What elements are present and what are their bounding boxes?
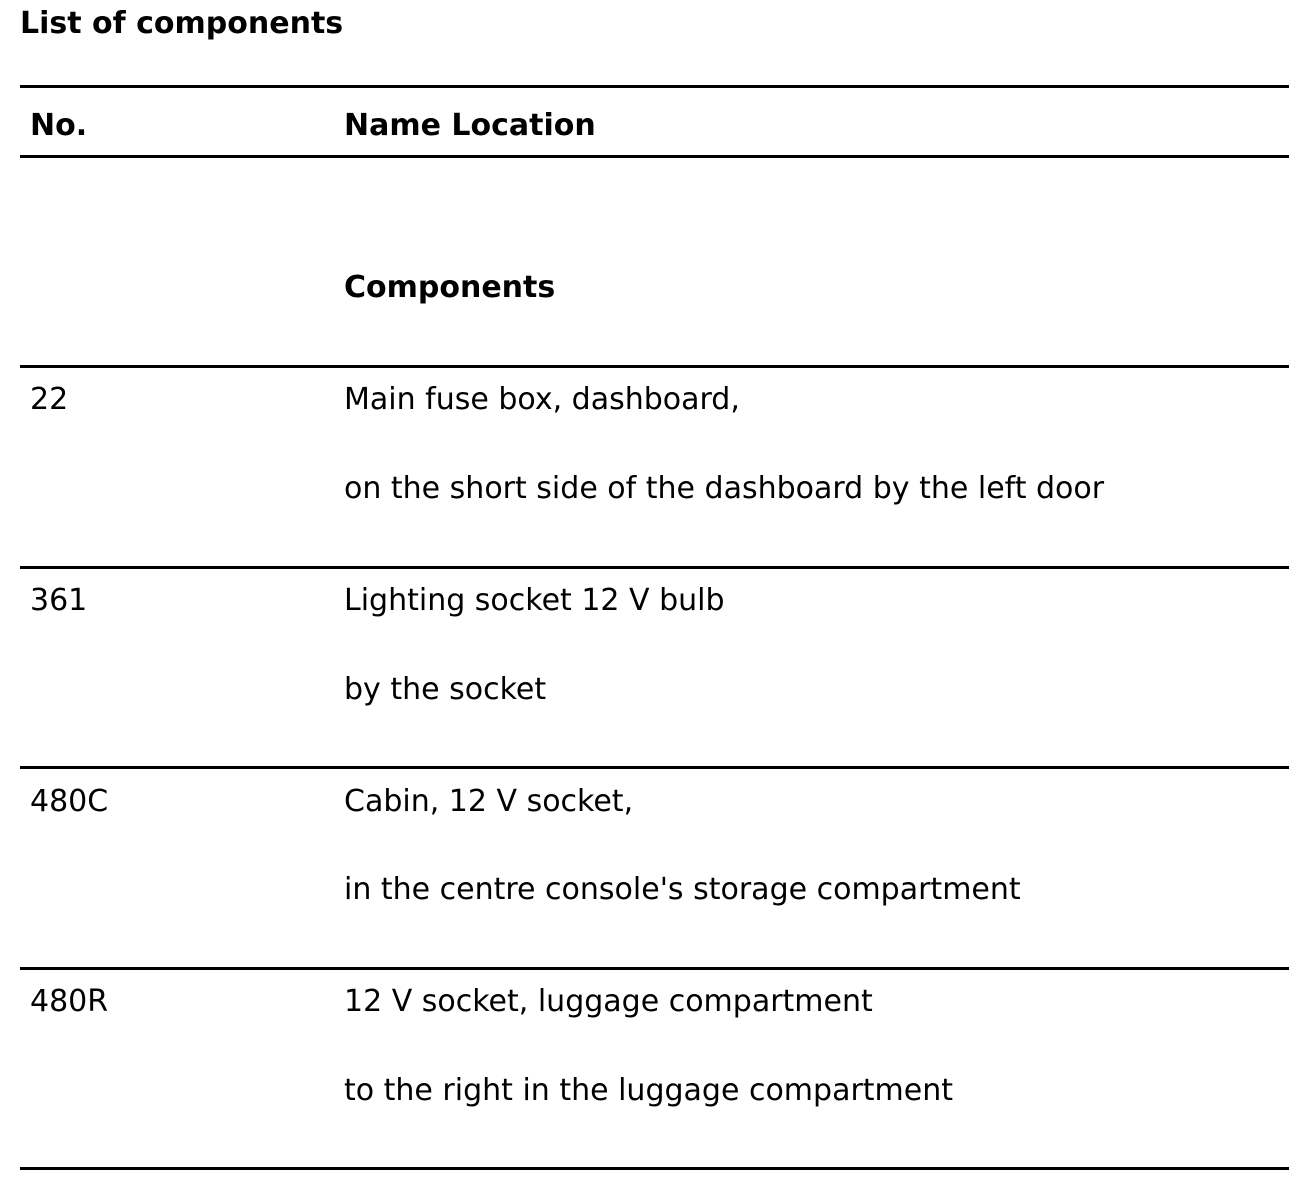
row-name: 12 V socket, luggage compartment [344, 984, 873, 1019]
row-location: on the short side of the dashboard by the left door [344, 471, 1105, 506]
header-name-location: Name Location [344, 108, 596, 143]
row-divider [20, 365, 1289, 368]
page-title: List of components [20, 6, 344, 41]
row-location: to the right in the luggage compartment [344, 1073, 954, 1108]
table-bottom-rule [20, 1167, 1289, 1170]
row-name: Lighting socket 12 V bulb [344, 583, 725, 618]
row-divider [20, 766, 1289, 769]
row-number: 22 [30, 382, 69, 417]
row-location: by the socket [344, 672, 547, 707]
header-bottom-rule [20, 155, 1289, 158]
row-divider [20, 967, 1289, 970]
row-name: Main fuse box, dashboard, [344, 382, 740, 417]
header-no: No. [30, 108, 88, 143]
section-label: Components [344, 270, 556, 305]
row-name: Cabin, 12 V socket, [344, 784, 634, 819]
row-number: 361 [30, 583, 88, 618]
table-top-rule [20, 85, 1289, 88]
row-number: 480C [30, 784, 109, 819]
row-location: in the centre console's storage compartment [344, 872, 1021, 907]
row-number: 480R [30, 984, 109, 1019]
row-divider [20, 566, 1289, 569]
